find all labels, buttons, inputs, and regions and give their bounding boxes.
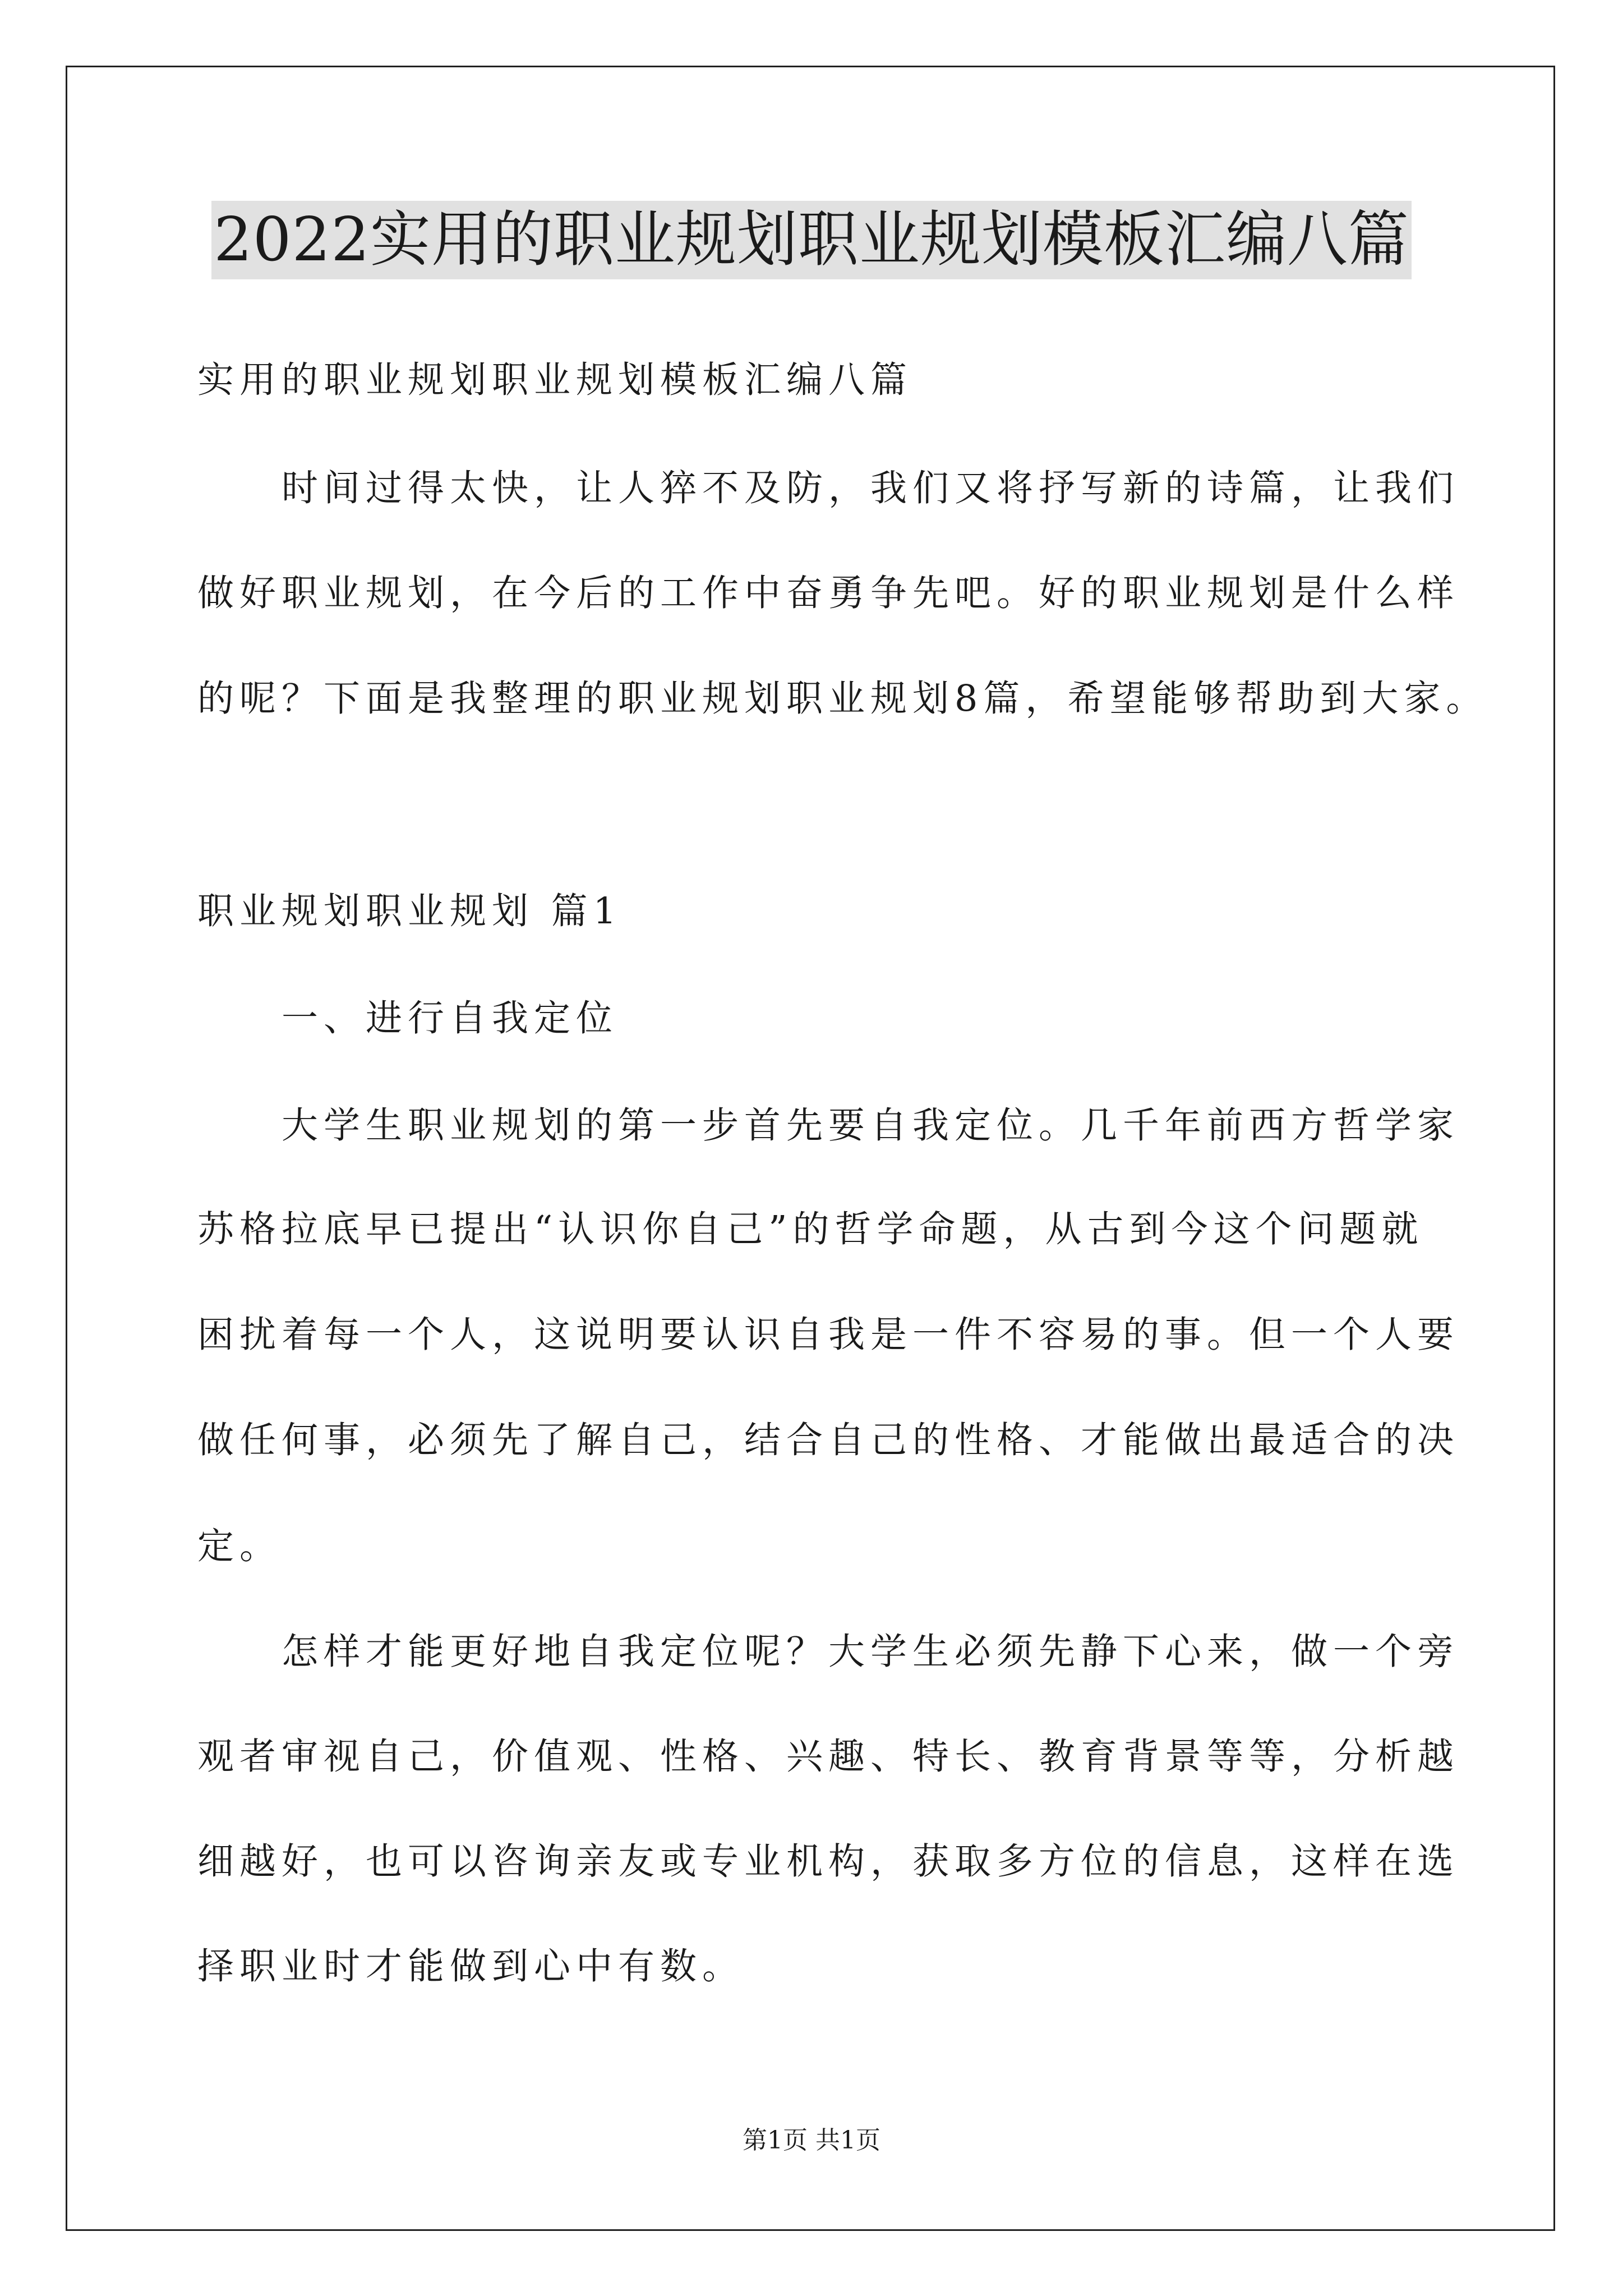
section-heading: 职业规划职业规划 篇1	[197, 890, 623, 932]
title-container	[0, 201, 1623, 279]
para2-line-3: 细越好，也可以咨询亲友或专业机构，获取多方位的信息，这样在选	[197, 1841, 1460, 1883]
para1-line-2: 苏格拉底早已提出“认识你自己”的哲学命题，从古到今这个问题就	[197, 1208, 1424, 1250]
para2-line-2: 观者审视自己，价值观、性格、兴趣、特长、教育背景等等，分析越	[197, 1736, 1460, 1778]
para1-line-1: 大学生职业规划的第一步首先要自我定位。几千年前西方哲学家	[282, 1105, 1460, 1147]
para1-line-3: 困扰着每一个人，这说明要认识自我是一件不容易的事。但一个人要	[197, 1314, 1460, 1356]
intro-line-1: 时间过得太快，让人猝不及防，我们又将抒写新的诗篇，让我们	[282, 467, 1460, 509]
page-number-footer: 第1页 共1页	[743, 2126, 880, 2155]
document-title: 2022实用的职业规划职业规划模板汇编八篇	[211, 201, 1412, 279]
para2-line-1: 怎样才能更好地自我定位呢？大学生必须先静下心来，做一个旁	[282, 1631, 1460, 1673]
document-subtitle: 实用的职业规划职业规划模板汇编八篇	[197, 359, 913, 401]
para1-line-5: 定。	[197, 1525, 282, 1567]
intro-line-2: 做好职业规划，在今后的工作中奋勇争先吧。好的职业规划是什么样	[197, 572, 1460, 614]
subheading: 一、进行自我定位	[282, 997, 619, 1039]
para1-line-4: 做任何事，必须先了解自己，结合自己的性格、才能做出最适合的决	[197, 1419, 1460, 1461]
intro-line-3: 的呢？下面是我整理的职业规划职业规划8篇，希望能够帮助到大家。	[197, 678, 1488, 720]
para2-line-4: 择职业时才能做到心中有数。	[197, 1945, 745, 1987]
